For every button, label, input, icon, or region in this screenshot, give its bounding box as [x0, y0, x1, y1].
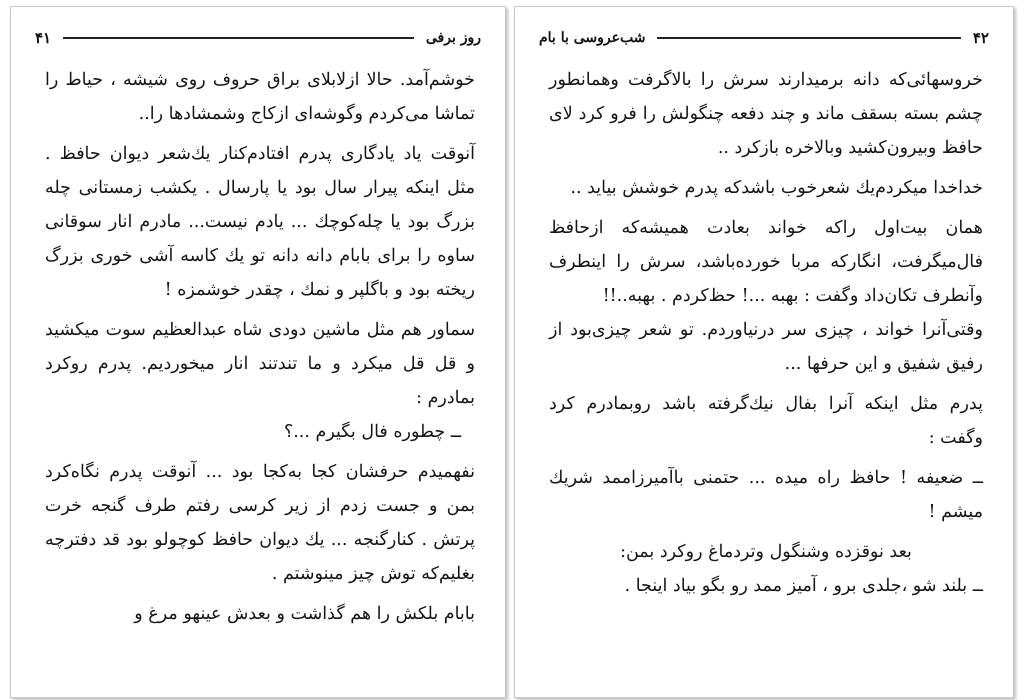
dialogue-line: ــ ضعیفه ! حافظ راه میده ... حتمنی باآمیرزاممد شریك میشم !	[549, 468, 983, 522]
paragraph: بابام بلکش را هم گذاشت و بعدش عینهو مرغ و	[134, 604, 475, 624]
paragraph: بعد نوقزده وشنگول وتردماغ روکرد بمن:	[620, 542, 912, 562]
paragraph: خوشم‌آمد. حالا ازلابلای براق حروف روی شیشه ، حیاط را تماشا می‌کردم وگوشه‌ای ازکاج وشمشادها را..	[45, 70, 475, 124]
paragraph: همان بیت‌اول راکه خواند بعادت همیشه‌که ازحافظ فال‌میگرفت، انگارکه مربا خورده‌باشد، سرش را اینطرف وآنطرف تکان‌داد وگفت : بهبه ...! حظ‌کردم . بهبه..!!	[549, 218, 983, 306]
paragraph: آنوقت یاد یادگاری پدرم افتادم‌کنار یك‌شعر دیوان حافظ . مثل اینکه پیرار سال بود یا پارسال . یکشب زمستانی چله بزرگ بود یا چله‌کوچك ... یادم نیست... مادرم انار سوقانی ساوه را برای بابام دانه دانه تو یك کاسه آشی خوری بزرگ ریخته بود و باگلپر و نمك ، چقدر خوشمزه !	[45, 144, 475, 300]
left-page-text	[45, 63, 475, 631]
page-number: ۴۲	[972, 29, 989, 47]
dialogue-line: ــ چطوره فال بگیرم ...؟	[283, 422, 461, 442]
right-page-header	[539, 27, 989, 49]
running-title: شب‌عروسی با بام	[539, 30, 646, 46]
header-rule	[63, 37, 414, 39]
right-page-text	[549, 63, 983, 603]
paragraph: نفهمیدم حرفشان کجا به‌کجا بود ... آنوقت پدرم نگاه‌کرد بمن و جست زدم از زیر کرسی رفتم طرف گنجه خرت پرتش . کنارگنجه ... یك دیوان حافظ کوچولو بود قد دفترچه بغلیم‌که توش چیز مینوشتم .	[45, 462, 475, 584]
header-rule	[657, 37, 960, 39]
paragraph: خداخدا میکردم‌یك شعرخوب باشدکه پدرم خوشش بیاید ..	[570, 178, 983, 198]
paragraph: سماور هم مثل ماشین دودی شاه عبدالعظیم سوت میکشید و قل قل میکرد و ما تندتند انار میخوردیم. پدرم روکرد بمادرم :	[45, 320, 475, 408]
left-page-header	[35, 27, 481, 49]
running-title: روز برفی	[425, 30, 481, 46]
paragraph: وقتی‌آنرا خواند ، چیزی سر درنیاوردم. تو شعر چیزی‌بود از رفیق شفیق و این حرفها ...	[549, 320, 983, 374]
left-page	[10, 6, 506, 698]
paragraph: خروسهائی‌که دانه برمیدارند سرش را بالاگرفت وهمانطور چشم بسته بسقف ماند و چند دفعه چنگولش را فرو کرد لای حافظ وبیرون‌کشید وبالاخره بازکرد ..	[549, 70, 983, 158]
right-page	[514, 6, 1014, 698]
page-number: ۴۱	[35, 29, 52, 47]
paragraph: پدرم مثل اینکه آنرا بفال نیك‌گرفته باشد روبمادرم کرد وگفت :	[549, 394, 983, 448]
dialogue-line: ــ بلند شو ،جلدی برو ، آمیز ممد رو بگو بیاد اینجا .	[624, 576, 983, 596]
